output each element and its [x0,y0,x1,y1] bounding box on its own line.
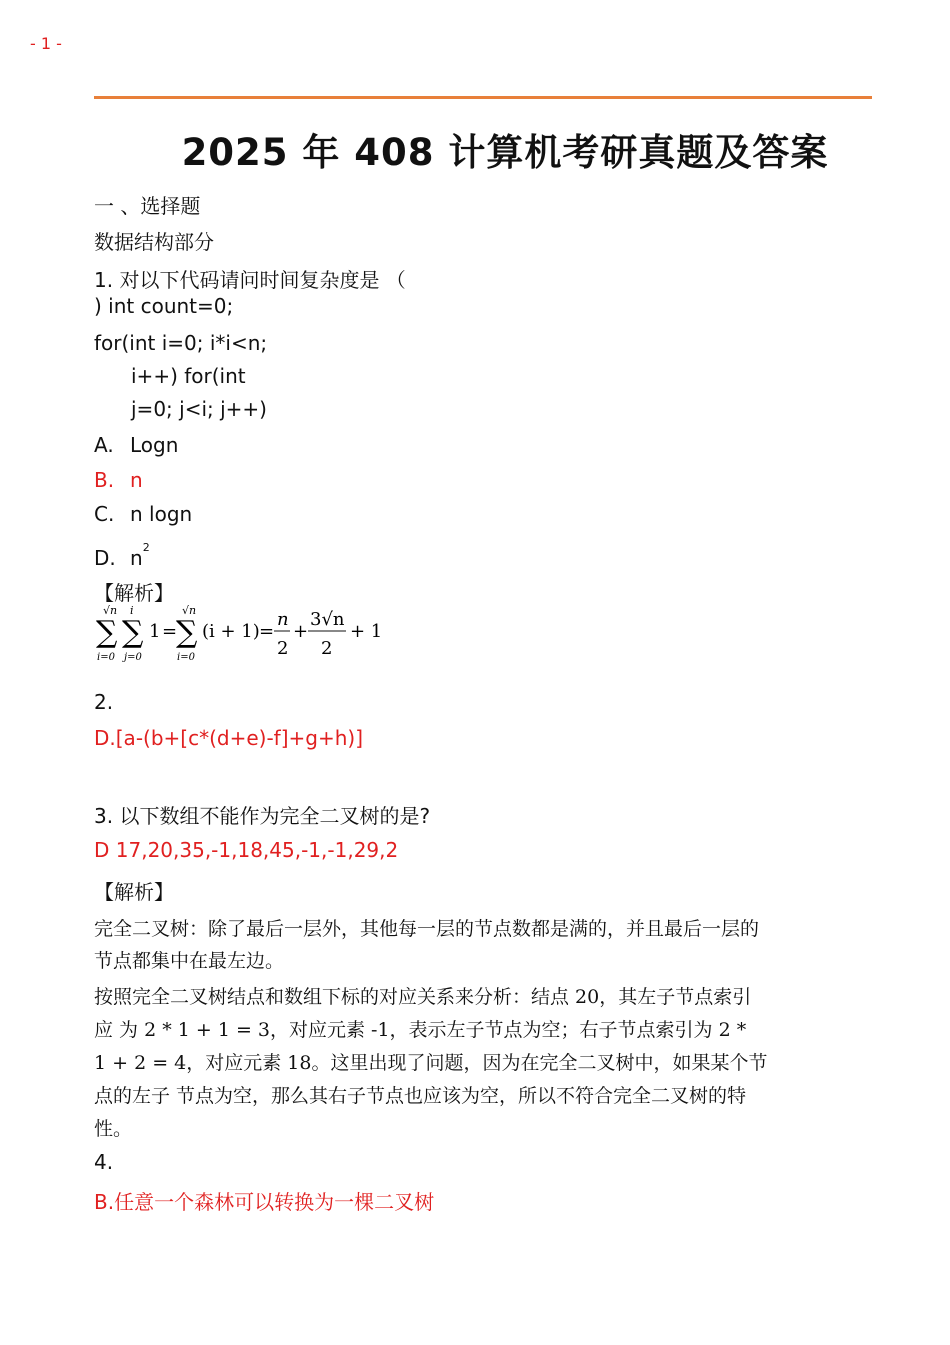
formula-sigma-1: ∑ [96,615,118,650]
q1-option-c: C. n logn [94,502,193,526]
q3-analysis-line: 应 为 2 * 1 + 1 = 3，对应元素 -1，表示左子节点为空；右子节点索引为 2 * [94,1019,747,1041]
q1-analysis-label: 【解析】 [94,581,174,605]
formula-plus-one: + 1 [350,621,383,642]
q1-option-b: B. n [94,468,143,492]
formula-sum2-bottom: j=0 [124,652,142,663]
formula-sum1-top: √n [103,604,118,617]
formula-term: (i + 1) [202,621,260,642]
formula-frac2-den: 2 [321,638,333,659]
header-divider [94,96,872,99]
formula-equals-1: = [162,621,178,642]
q1-stem: 1. 对以下代码请问时间复杂度是 （ [94,268,406,292]
formula-sum3-top: √n [182,604,197,617]
q1-code-line: for(int i=0; i*i<n; [94,331,268,355]
q2-number: 2. [94,690,114,714]
q3-analysis-line: 点的左子 节点为空，那么其右子节点也应该为空，所以不符合完全二叉树的特 [94,1085,747,1107]
formula-sum1-bottom: i=0 [97,652,115,663]
q3-analysis-label: 【解析】 [94,880,174,904]
subsection-heading: 数据结构部分 [94,230,214,254]
q3-analysis-line: 完全二叉树：除了最后一层外，其他每一层的节点数都是满的，并且最后一层的 [94,918,760,940]
page-number: - 1 - [30,34,62,53]
q1-formula [94,600,394,668]
q4-answer: B.任意一个森林可以转换为一棵二叉树 [94,1190,435,1214]
q1-code-line: i++) for(int [131,364,246,388]
formula-sum3-bottom: i=0 [177,652,195,663]
q1-code-line: ) int count=0; [94,294,234,318]
q3-analysis-line: 节点都集中在最左边。 [94,950,285,972]
q3-answer: D 17,20,35,-1,18,45,-1,-1,29,2 [94,838,399,862]
formula-sigma-3: ∑ [176,615,198,650]
formula-equals-2: = [259,621,275,642]
formula-frac1-den: 2 [277,638,289,659]
q3-analysis-line: 性。 [94,1118,133,1140]
q4-number: 4. [94,1150,114,1174]
q3-analysis-line: 按照完全二叉树结点和数组下标的对应关系来分析：结点 20，其左子节点索引 [94,986,752,1008]
formula-frac2-num: 3√n [310,609,345,630]
formula-one: 1 [149,621,161,642]
q2-answer: D.[a-(b+[c*(d+e)-f]+g+h)] [94,726,364,750]
section-heading: 一 、选择题 [94,194,201,218]
q3-stem: 3. 以下数组不能作为完全二叉树的是? [94,804,431,828]
formula-frac1-num: n [277,609,289,630]
q3-analysis-line: 1 + 2 = 4，对应元素 18。这里出现了问题，因为在完全二叉树中，如果某个节 [94,1052,768,1074]
formula-sum2-top: i [130,604,134,617]
q1-option-d: D. $n^2$ [94,541,150,570]
formula-plus: + [293,621,309,642]
document-title: 2025 年 408 计算机考研真题及答案 [181,131,829,174]
q1-option-a: A. Logn [94,433,179,457]
q1-code-line: j=0; j<i; j++) [131,397,267,421]
formula-sigma-2: ∑ [122,615,144,650]
